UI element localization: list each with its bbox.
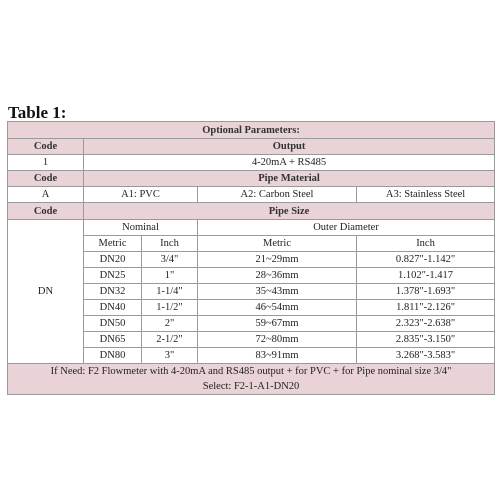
- cell-nominal-metric: DN40: [84, 300, 142, 316]
- material-code: A: [8, 187, 84, 203]
- cell-outer-inch: 3.268"-3.583": [357, 348, 495, 364]
- cell-nominal-inch: 2-1/2": [142, 332, 198, 348]
- cell-outer-metric: 28~36mm: [198, 268, 357, 284]
- cell-outer-inch: 1.378"-1.693": [357, 284, 495, 300]
- cell-outer-metric: 35~43mm: [198, 284, 357, 300]
- cell-outer-metric: 72~80mm: [198, 332, 357, 348]
- example-note-need: If Need: F2 Flowmeter with 4-20mA and RS485 output + for PVC + for Pipe nominal size 3/4": [50, 366, 452, 377]
- material-header: Pipe Material: [84, 171, 495, 187]
- cell-outer-metric: 83~91mm: [198, 348, 357, 364]
- output-header: Output: [84, 139, 495, 155]
- material-option-a2: A2: Carbon Steel: [198, 187, 357, 203]
- material-option-a3: A3: Stainless Steel: [357, 187, 495, 203]
- outer-inch-header: Inch: [357, 236, 495, 252]
- cell-nominal-inch: 1": [142, 268, 198, 284]
- outer-diameter-header: Outer Diameter: [198, 220, 495, 236]
- output-value: 4-20mA + RS485: [84, 155, 495, 171]
- cell-nominal-metric: DN32: [84, 284, 142, 300]
- example-note: [8, 364, 495, 395]
- cell-nominal-inch: 1-1/4": [142, 284, 198, 300]
- cell-nominal-metric: DN25: [84, 268, 142, 284]
- optional-parameters-heading: Optional Parameters:: [8, 122, 495, 139]
- outer-metric-header: Metric: [198, 236, 357, 252]
- cell-outer-inch: 1.102"-1.417: [357, 268, 495, 284]
- output-code-header: Code: [8, 139, 84, 155]
- cell-outer-inch: 2.835"-3.150": [357, 332, 495, 348]
- cell-outer-inch: 2.323"-2.638": [357, 316, 495, 332]
- cell-nominal-inch: 2": [142, 316, 198, 332]
- cell-nominal-metric: DN50: [84, 316, 142, 332]
- parameter-table: [7, 121, 495, 395]
- cell-nominal-inch: 1-1/2": [142, 300, 198, 316]
- cell-outer-metric: 59~67mm: [198, 316, 357, 332]
- nominal-inch-header: Inch: [142, 236, 198, 252]
- example-note-select: Select: F2-1-A1-DN20: [202, 381, 300, 392]
- cell-outer-metric: 21~29mm: [198, 252, 357, 268]
- cell-nominal-metric: DN65: [84, 332, 142, 348]
- cell-nominal-metric: DN80: [84, 348, 142, 364]
- nominal-header: Nominal: [84, 220, 198, 236]
- cell-nominal-metric: DN20: [84, 252, 142, 268]
- material-option-a1: A1: PVC: [84, 187, 198, 203]
- size-code: DN: [8, 220, 84, 364]
- cell-outer-metric: 46~54mm: [198, 300, 357, 316]
- cell-outer-inch: 0.827"-1.142": [357, 252, 495, 268]
- material-code-header: Code: [8, 171, 84, 187]
- cell-nominal-inch: 3/4": [142, 252, 198, 268]
- output-code: 1: [8, 155, 84, 171]
- nominal-metric-header: Metric: [84, 236, 142, 252]
- size-code-header: Code: [8, 203, 84, 220]
- size-header: Pipe Size: [84, 203, 495, 220]
- cell-outer-inch: 1.811"-2.126": [357, 300, 495, 316]
- table-title: Table 1:: [8, 103, 67, 122]
- cell-nominal-inch: 3": [142, 348, 198, 364]
